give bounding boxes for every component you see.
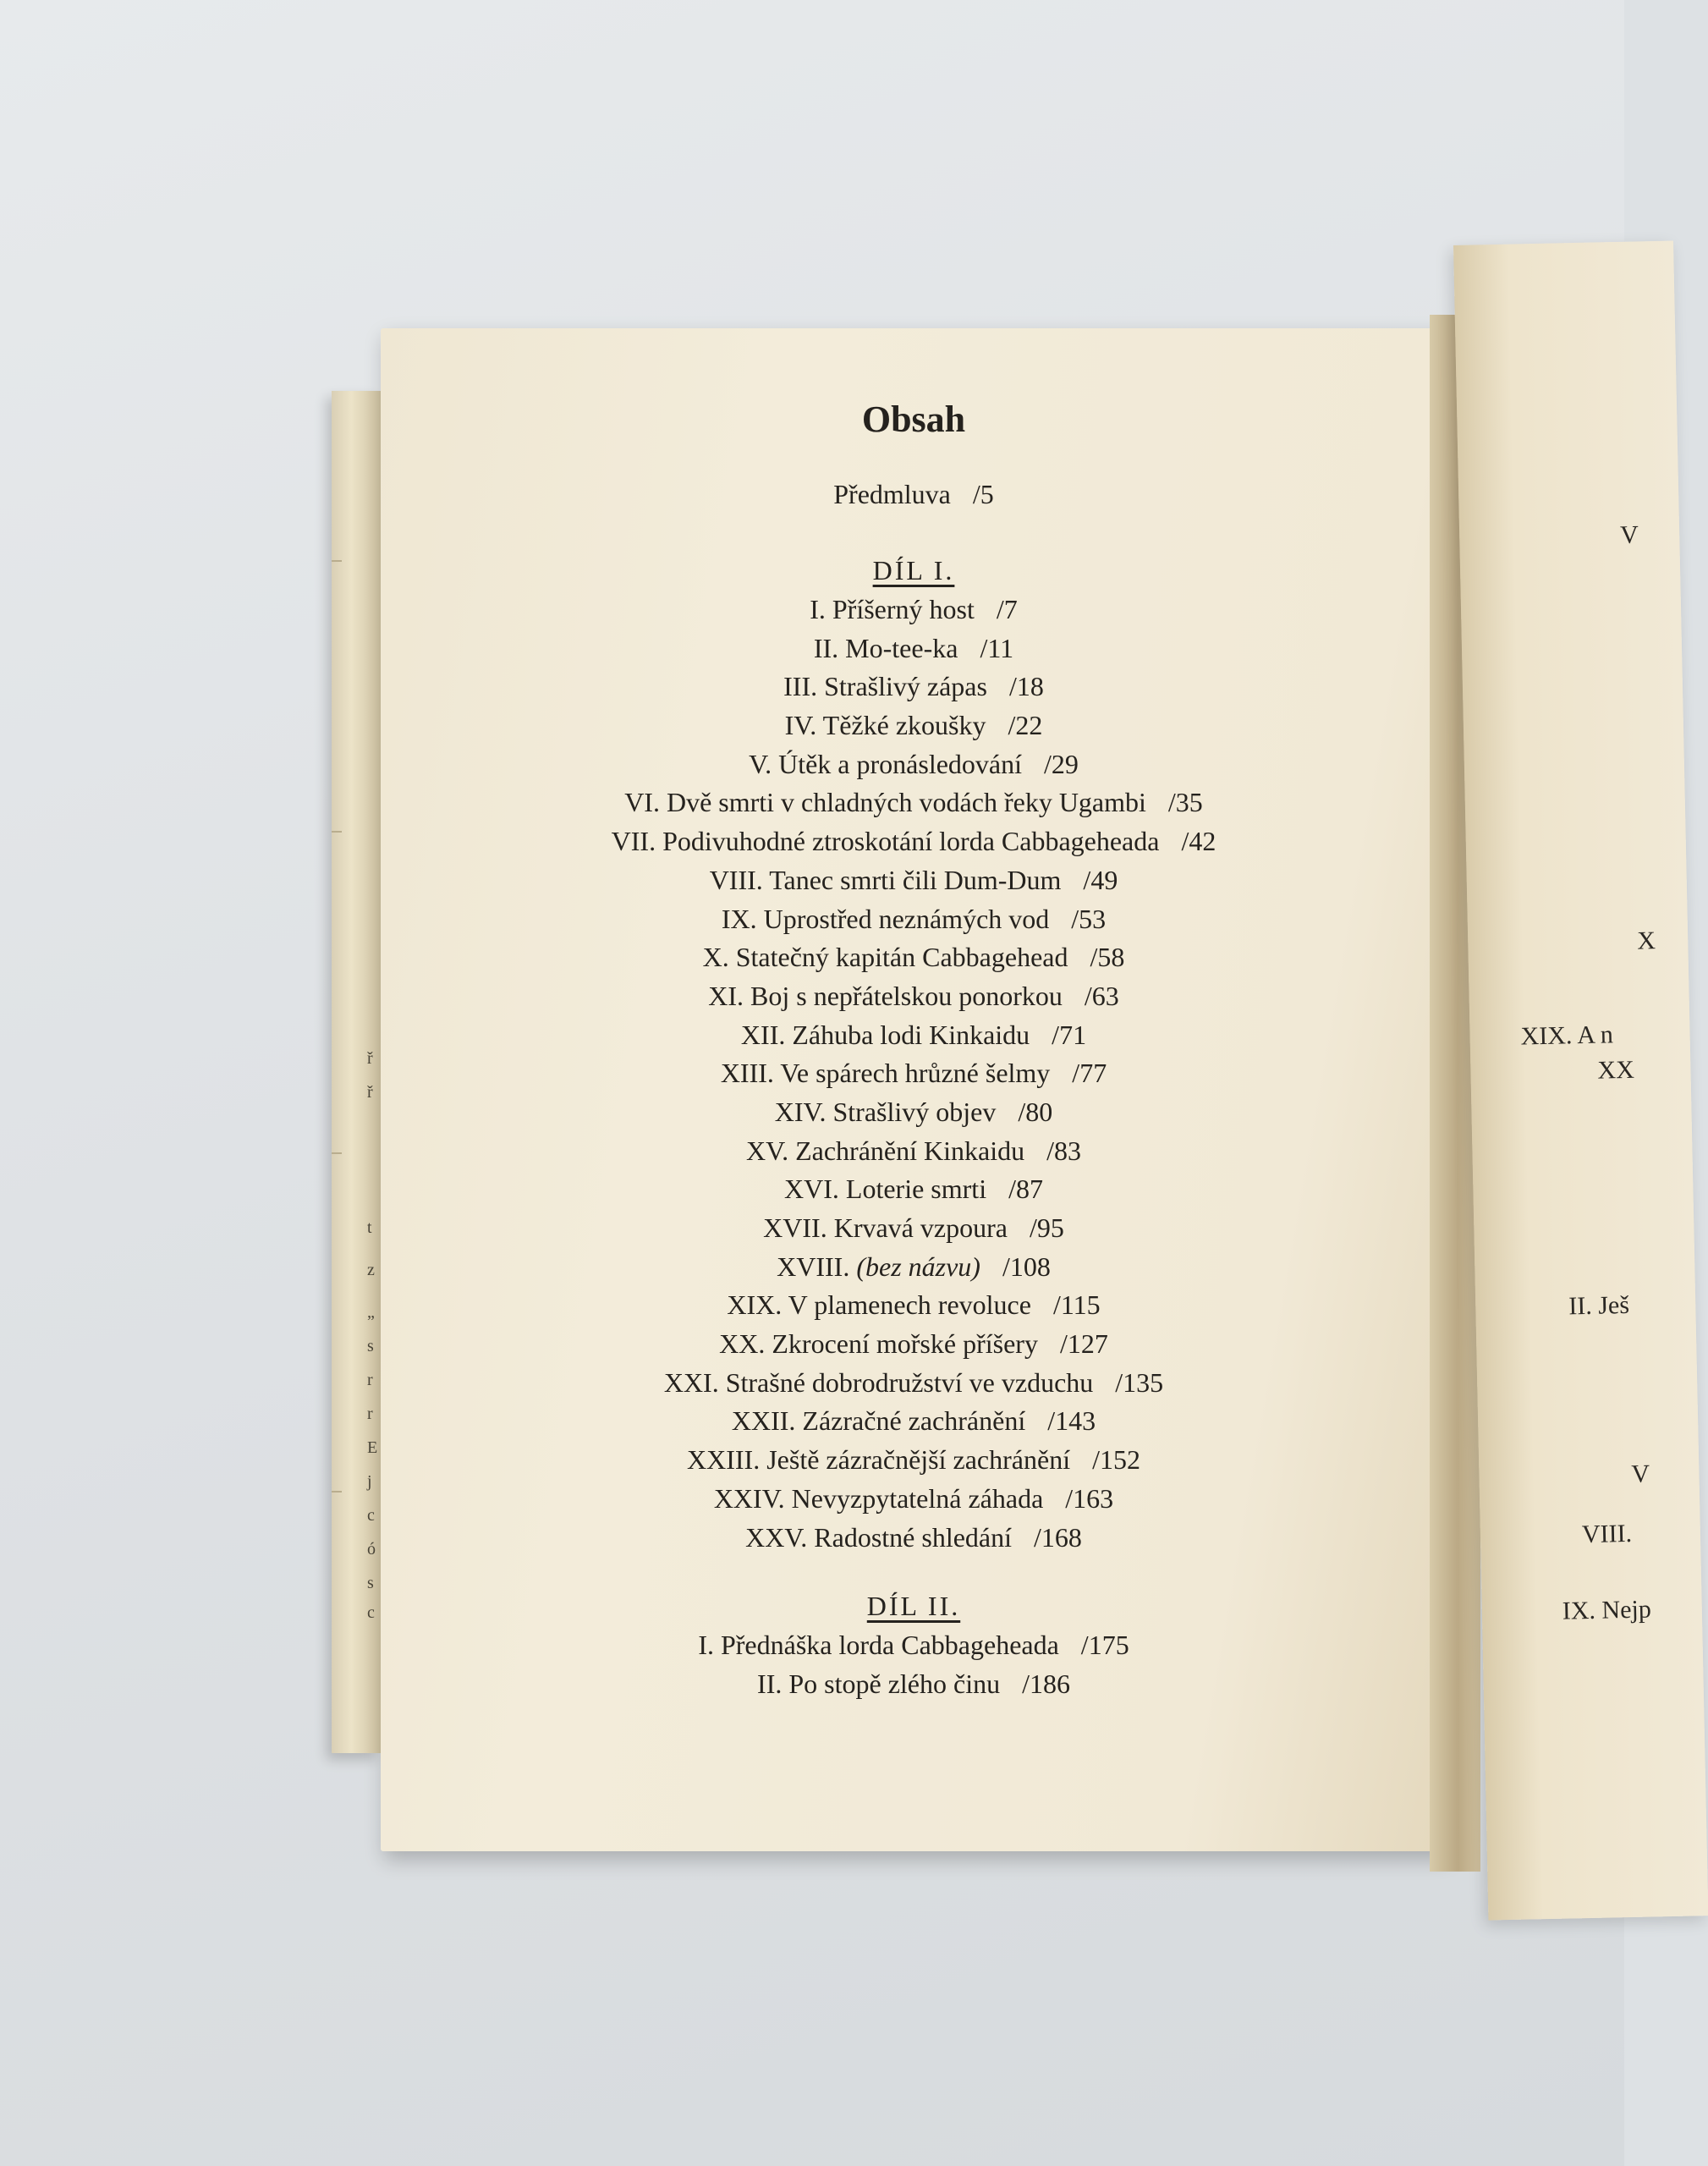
page-number: /143 bbox=[1047, 1405, 1096, 1437]
entry-label: XIV. Strašlivý objev bbox=[774, 1096, 997, 1127]
page-number: /77 bbox=[1072, 1058, 1107, 1089]
page-number: /87 bbox=[1008, 1174, 1043, 1205]
page-number: /115 bbox=[1052, 1289, 1101, 1321]
page-number: /168 bbox=[1034, 1521, 1082, 1553]
fragment: E bbox=[367, 1438, 378, 1457]
entry-label: VI. Dvě smrti v chladných vodách řeky Ugambi bbox=[624, 787, 1146, 818]
page-number: /127 bbox=[1059, 1328, 1108, 1360]
facing-text: VIII. bbox=[1581, 1519, 1633, 1549]
fragment: ř bbox=[367, 1049, 373, 1068]
page-number: /42 bbox=[1181, 826, 1216, 857]
facing-text: XX bbox=[1597, 1055, 1635, 1085]
entry-label: I. Příšerný host bbox=[810, 594, 975, 624]
toc-entry bbox=[381, 1016, 1447, 1055]
entry-label: XVI. Loterie smrti bbox=[784, 1174, 987, 1205]
facing-page bbox=[1453, 241, 1708, 1921]
page-number: /53 bbox=[1071, 903, 1107, 934]
entry-label: XVII. Krvavá vzpoura bbox=[763, 1212, 1008, 1243]
toc-entry bbox=[381, 668, 1447, 706]
page-number: /80 bbox=[1018, 1096, 1053, 1127]
page-number: /22 bbox=[1008, 710, 1043, 741]
fragment: z bbox=[367, 1261, 375, 1279]
toc-entry bbox=[381, 1480, 1447, 1519]
page-number: /18 bbox=[1008, 671, 1044, 702]
page-number: /29 bbox=[1044, 748, 1079, 779]
entry-label: XVIII. bbox=[777, 1251, 850, 1282]
entry-label: XI. Boj s nepřátelskou ponorkou bbox=[708, 980, 1063, 1011]
fragment: „ bbox=[367, 1303, 375, 1322]
entry-label: XV. Zachránění Kinkaidu bbox=[746, 1135, 1025, 1166]
facing-text: V bbox=[1631, 1460, 1650, 1488]
toc-entry bbox=[381, 900, 1447, 939]
toc-entry bbox=[381, 1364, 1447, 1403]
page-number: /35 bbox=[1167, 787, 1203, 818]
toc-entry-preface bbox=[381, 479, 1447, 521]
page-number: /58 bbox=[1090, 942, 1125, 973]
entry-label: XXV. Radostné shledání bbox=[745, 1521, 1013, 1553]
page-number: /7 bbox=[996, 594, 1018, 624]
entry-label: VII. Podivuhodné ztroskotání lorda Cabbageheada bbox=[611, 826, 1160, 857]
toc-entry bbox=[381, 1093, 1447, 1132]
fragment: s bbox=[367, 1574, 374, 1592]
page-number: /11 bbox=[980, 632, 1014, 663]
toc-entry bbox=[381, 629, 1447, 668]
fragment: ř bbox=[367, 1083, 373, 1102]
toc-entry bbox=[381, 1325, 1447, 1364]
page-number: /108 bbox=[1002, 1251, 1051, 1282]
page-number: /186 bbox=[1022, 1668, 1070, 1699]
fragment: ó bbox=[367, 1540, 376, 1559]
entry-label: I. Přednáška lorda Cabbageheada bbox=[698, 1630, 1059, 1661]
entry-label: IV. Těžké zkoušky bbox=[784, 710, 986, 741]
entry-label: V. Útěk a pronásledování bbox=[749, 748, 1022, 779]
entry-label: II. Mo-tee-ka bbox=[813, 632, 958, 663]
page-number: /83 bbox=[1046, 1135, 1081, 1166]
toc-entry bbox=[381, 1248, 1447, 1287]
part-one-entries bbox=[381, 591, 1447, 1557]
toc-entry bbox=[381, 1519, 1447, 1558]
page-number: /163 bbox=[1065, 1482, 1114, 1514]
facing-text: IX. Nejp bbox=[1562, 1595, 1652, 1625]
page-number: /152 bbox=[1092, 1444, 1140, 1476]
entry-label: VIII. Tanec smrti čili Dum-Dum bbox=[709, 864, 1062, 895]
toc-entry bbox=[381, 745, 1447, 784]
fragment: r bbox=[367, 1405, 373, 1423]
fragment: c bbox=[367, 1506, 375, 1525]
toc-entry bbox=[381, 1402, 1447, 1441]
fragment: j bbox=[367, 1472, 372, 1491]
toc-entry bbox=[381, 1170, 1447, 1209]
part-heading: DÍL II. bbox=[866, 1591, 961, 1622]
page-number: /95 bbox=[1029, 1212, 1064, 1243]
entry-label: XIII. Ve spárech hrůzné šelmy bbox=[720, 1058, 1051, 1089]
entry-label-italic: (bez názvu) bbox=[856, 1251, 980, 1282]
entry-label: Předmluva bbox=[833, 479, 951, 509]
page-number: /71 bbox=[1052, 1019, 1087, 1050]
facing-text: XIX. A n bbox=[1520, 1020, 1614, 1051]
table-of-contents bbox=[381, 398, 1447, 1704]
entry-label: XXIV. Nevyzpytatelná záhada bbox=[713, 1482, 1044, 1514]
toc-entry bbox=[381, 1626, 1447, 1665]
toc-entry bbox=[381, 822, 1447, 861]
toc-entry bbox=[381, 861, 1447, 900]
toc-entry bbox=[381, 1132, 1447, 1171]
page-number: /49 bbox=[1083, 864, 1118, 895]
toc-entry bbox=[381, 591, 1447, 629]
toc-entry bbox=[381, 1665, 1447, 1704]
page-number: /5 bbox=[972, 479, 994, 509]
toc-entry bbox=[381, 938, 1447, 977]
entry-label: XXII. Zázračné zachránění bbox=[731, 1405, 1026, 1437]
toc-entry bbox=[381, 1441, 1447, 1480]
entry-label: XX. Zkrocení mořské příšery bbox=[719, 1328, 1038, 1360]
facing-text: X bbox=[1636, 926, 1656, 955]
fragment: s bbox=[367, 1337, 374, 1355]
entry-label: III. Strašlivý zápas bbox=[783, 671, 987, 702]
entry-label: XII. Záhuba lodi Kinkaidu bbox=[740, 1019, 1030, 1050]
page-number: /63 bbox=[1084, 980, 1119, 1011]
page-number: /135 bbox=[1115, 1366, 1164, 1398]
fragment: c bbox=[367, 1603, 375, 1622]
toc-entry bbox=[381, 1286, 1447, 1325]
fragment: t bbox=[367, 1218, 372, 1237]
toc-entry bbox=[381, 706, 1447, 745]
toc-entry bbox=[381, 977, 1447, 1016]
facing-text: II. Ješ bbox=[1568, 1290, 1630, 1321]
part-heading: DÍL I. bbox=[872, 555, 955, 585]
toc-entry bbox=[381, 783, 1447, 822]
toc-entry bbox=[381, 1054, 1447, 1093]
facing-text: V bbox=[1619, 520, 1639, 549]
entry-label: II. Po stopě zlého činu bbox=[757, 1668, 1001, 1699]
page-number: /175 bbox=[1080, 1630, 1129, 1661]
entry-label: IX. Uprostřed neznámých vod bbox=[721, 903, 1050, 934]
toc-entry bbox=[381, 1209, 1447, 1248]
fragment: r bbox=[367, 1371, 373, 1389]
page-title: Obsah bbox=[861, 399, 966, 440]
entry-label: XXIII. Ještě zázračnější zachránění bbox=[687, 1444, 1071, 1476]
entry-label: X. Statečný kapitán Cabbagehead bbox=[702, 942, 1068, 973]
entry-label: XXI. Strašné dobrodružství ve vzduchu bbox=[663, 1366, 1094, 1398]
entry-label: XIX. V plamenech revoluce bbox=[727, 1289, 1031, 1321]
part-two-entries bbox=[381, 1626, 1447, 1703]
